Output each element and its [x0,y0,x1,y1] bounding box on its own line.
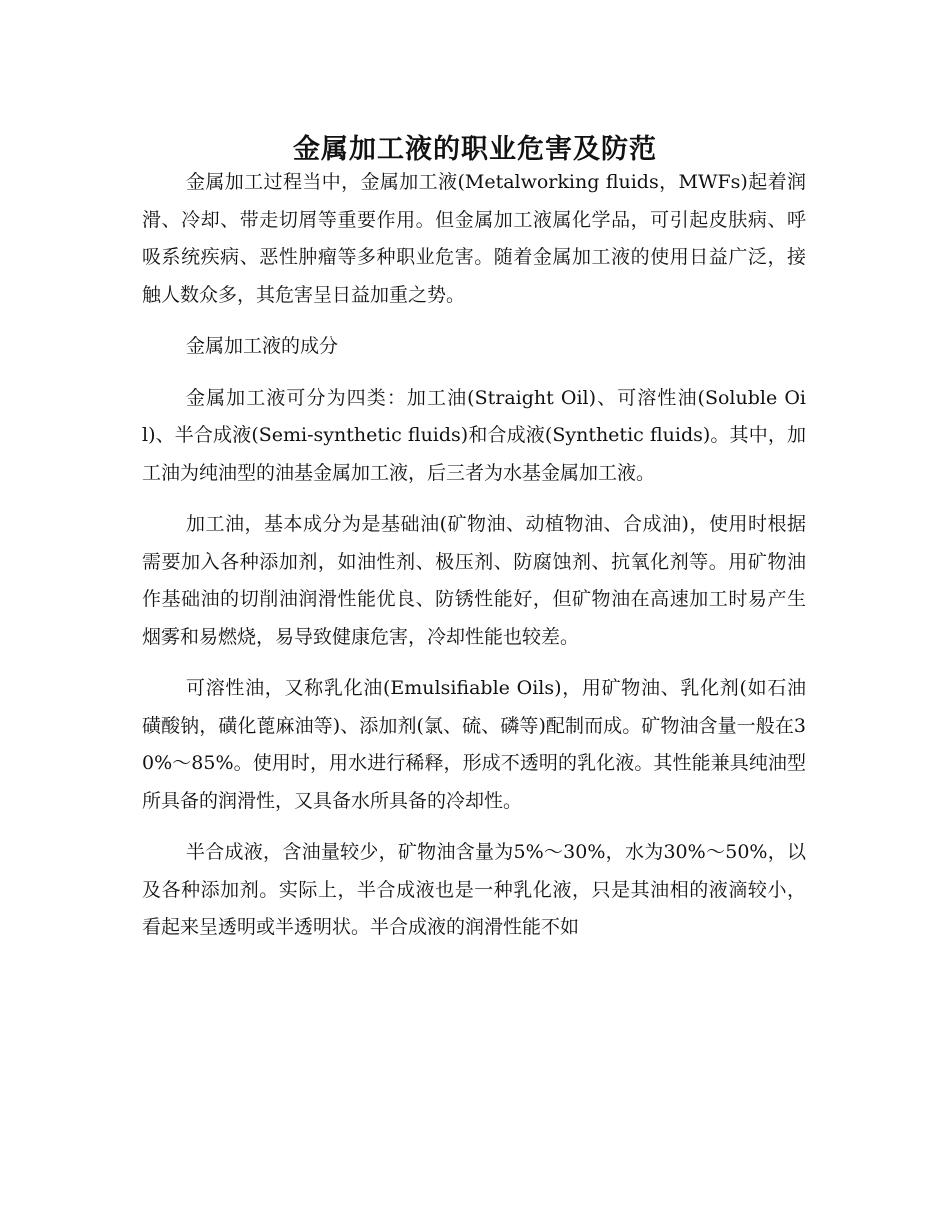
document-title: 金属加工液的职业危害及防范 [293,134,657,166]
paragraph-semi-synthetic: 半合成液，含油量较少，矿物油含量为5%～30%，水为30%～50%，以及各种添加剂。实际上，半合成液也是一种乳化液，只是其油相的液滴较小，看起来呈透明或半透明状。半合成液的润滑性能不如 [142,841,806,938]
document-body [142,164,806,947]
paragraph-straight-oil: 加工油，基本成分为是基础油(矿物油、动植物油、合成油)，使用时根据需要加入各种添加剂，如油性剂、极压剂、防腐蚀剂、抗氧化剂等。用矿物油作基础油的切削油润滑性能优良、防锈性能好，但矿物油在高速加工时易产生烟雾和易燃烧，易导致健康危害，冷却性能也较差。 [142,513,806,648]
paragraph-intro: 金属加工过程当中，金属加工液(Metalworking fluids，MWFs)起着润滑、冷却、带走切屑等重要作用。但金属加工液属化学品，可引起皮肤病、呼吸系统疾病、恶性肿瘤等多种职业危害。随着金属加工液的使用日益广泛，接触人数众多，其危害呈日益加重之势。 [142,171,806,306]
section-heading-composition: 金属加工液的成分 [186,335,339,357]
paragraph-soluble-oil: 可溶性油，又称乳化油(Emulsifiable Oils)，用矿物油、乳化剂(如石油磺酸钠，磺化蓖麻油等)、添加剂(氯、硫、磷等)配制而成。矿物油含量一般在30%～85%。使用时，用水进行稀释，形成不透明的乳化液。其性能兼具纯油型所具备的润滑性，又具备水所具备的冷却性。 [142,677,806,812]
paragraph-classification: 金属加工液可分为四类：加工油(Straight Oil)、可溶性油(Soluble Oil)、半合成液(Semi-synthetic fluids)和合成液(Synthetic fluids)。其中，加工油为纯油型的油基金属加工液，后三者为水基金属加工液。 [142,386,806,484]
